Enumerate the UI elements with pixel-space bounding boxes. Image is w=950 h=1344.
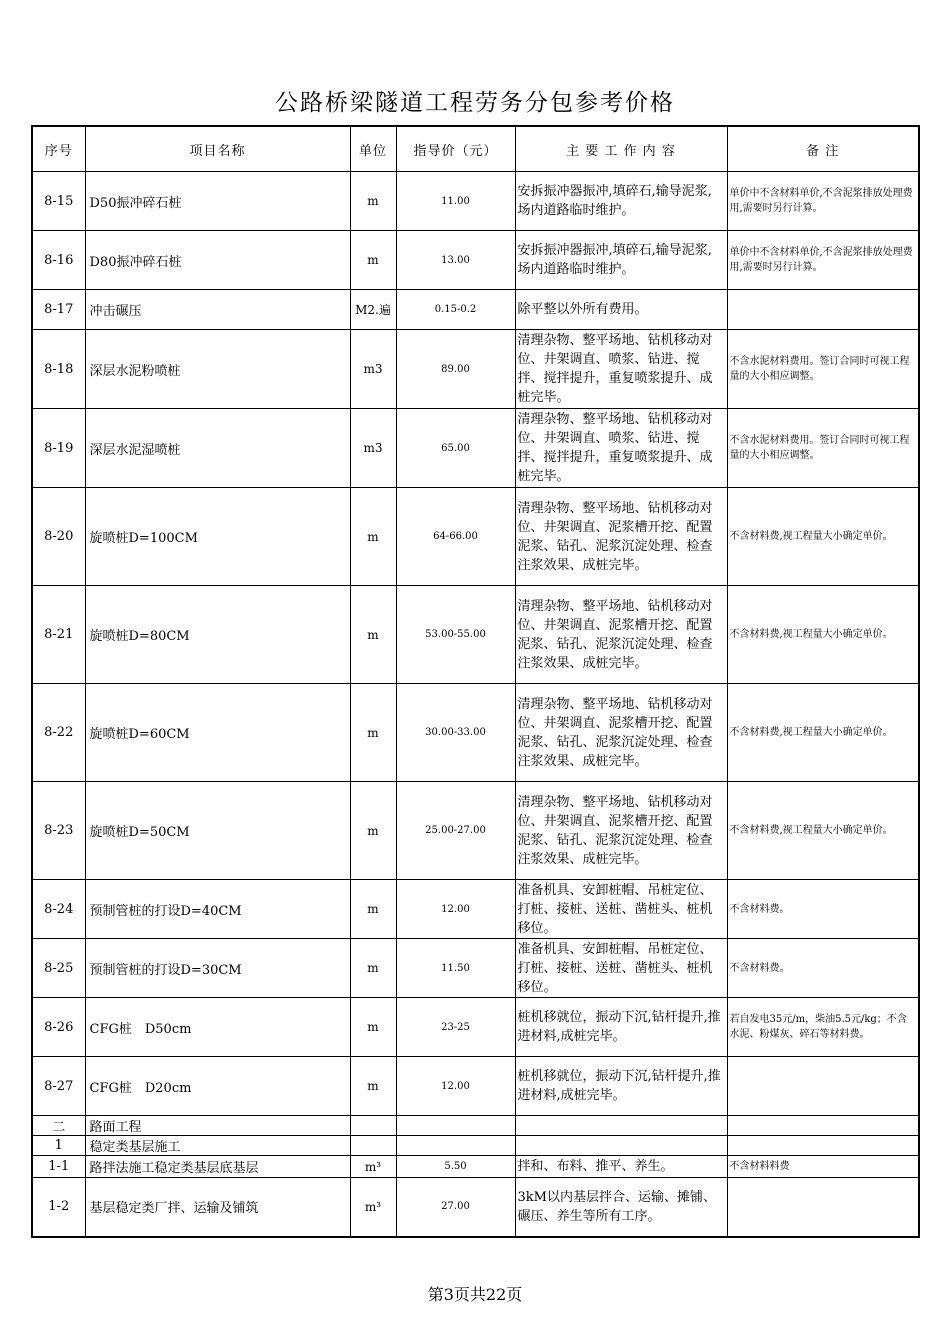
price-table bbox=[31, 125, 920, 1238]
cell-unit: m bbox=[350, 231, 396, 290]
cell-note bbox=[727, 1136, 919, 1156]
cell-price: 12.00 bbox=[396, 880, 515, 939]
cell-unit: m bbox=[350, 880, 396, 939]
cell-price: 13.00 bbox=[396, 231, 515, 290]
cell-name: 预制管桩的打设D=40CM bbox=[85, 880, 350, 939]
cell-price: 11.50 bbox=[396, 939, 515, 998]
table-row bbox=[32, 782, 919, 880]
cell-no: 8-21 bbox=[32, 586, 85, 684]
cell-price: 23-25 bbox=[396, 998, 515, 1057]
cell-no: 1-2 bbox=[32, 1178, 85, 1237]
cell-note: 不含材料费,视工程量大小确定单价。 bbox=[727, 488, 919, 586]
table-row bbox=[32, 1136, 919, 1156]
cell-name: 旋喷桩D=100CM bbox=[85, 488, 350, 586]
cell-work: 准备机具、安卸桩帽、吊桩定位、打桩、接桩、送桩、凿桩头、桩机移位。 bbox=[515, 939, 727, 998]
table-row bbox=[32, 1057, 919, 1116]
cell-name: 旋喷桩D=50CM bbox=[85, 782, 350, 880]
cell-name: CFG桩 D50cm bbox=[85, 998, 350, 1057]
cell-no: 8-15 bbox=[32, 172, 85, 231]
cell-note: 不含材料费。 bbox=[727, 880, 919, 939]
table-row bbox=[32, 939, 919, 998]
cell-no: 8-26 bbox=[32, 998, 85, 1057]
table-row bbox=[32, 880, 919, 939]
cell-note: 不含材料料费 bbox=[727, 1156, 919, 1178]
cell-name: 路面工程 bbox=[85, 1116, 350, 1136]
header-name: 项目名称 bbox=[85, 126, 350, 172]
cell-no: 8-20 bbox=[32, 488, 85, 586]
cell-work: 除平整以外所有费用。 bbox=[515, 290, 727, 330]
cell-unit: m bbox=[350, 586, 396, 684]
header-no: 序号 bbox=[32, 126, 85, 172]
cell-no: 1-1 bbox=[32, 1156, 85, 1178]
cell-no: 8-24 bbox=[32, 880, 85, 939]
cell-price: 64-66.00 bbox=[396, 488, 515, 586]
table-row bbox=[32, 172, 919, 231]
cell-name: 基层稳定类厂拌、运输及铺筑 bbox=[85, 1178, 350, 1237]
cell-work: 桩机移就位，振动下沉,钻杆提升,推进材料,成桩完毕。 bbox=[515, 1057, 727, 1116]
table-row bbox=[32, 290, 919, 330]
cell-name: 旋喷桩D=80CM bbox=[85, 586, 350, 684]
cell-note: 不含材料费,视工程量大小确定单价。 bbox=[727, 586, 919, 684]
cell-name: 深层水泥粉喷桩 bbox=[85, 330, 350, 409]
cell-name: 稳定类基层施工 bbox=[85, 1136, 350, 1156]
table-row bbox=[32, 231, 919, 290]
cell-note bbox=[727, 1057, 919, 1116]
cell-work bbox=[515, 1136, 727, 1156]
cell-no: 8-18 bbox=[32, 330, 85, 409]
cell-unit: m bbox=[350, 172, 396, 231]
table-row bbox=[32, 330, 919, 409]
cell-no: 8-16 bbox=[32, 231, 85, 290]
cell-note: 不含水泥材料费用。签订合同时可视工程量的大小相应调整。 bbox=[727, 330, 919, 409]
page-title: 公路桥梁隧道工程劳务分包参考价格 bbox=[275, 90, 675, 116]
cell-unit bbox=[350, 1136, 396, 1156]
cell-unit: m bbox=[350, 684, 396, 782]
cell-unit: M2.遍 bbox=[350, 290, 396, 330]
cell-work: 清理杂物、整平场地、钻机移动对位、井架调直、泥浆槽开挖、配置泥浆、钻孔、泥浆沉淀处理、检查注浆效果、成桩完毕。 bbox=[515, 586, 727, 684]
cell-price: 11.00 bbox=[396, 172, 515, 231]
header-unit: 单位 bbox=[350, 126, 396, 172]
cell-unit: m bbox=[350, 1057, 396, 1116]
cell-work: 准备机具、安卸桩帽、吊桩定位、打桩、接桩、送桩、凿桩头、桩机移位。 bbox=[515, 880, 727, 939]
cell-price: 89.00 bbox=[396, 330, 515, 409]
cell-unit: m bbox=[350, 782, 396, 880]
cell-work: 清理杂物、整平场地、钻机移动对位、井架调直、泥浆槽开挖、配置泥浆、钻孔、泥浆沉淀处理、检查注浆效果、成桩完毕。 bbox=[515, 782, 727, 880]
header-note: 备 注 bbox=[727, 126, 919, 172]
cell-note: 单价中不含材料单价,不含泥浆排放处理费用,需要时另行计算。 bbox=[727, 172, 919, 231]
cell-no: 8-17 bbox=[32, 290, 85, 330]
cell-name: 冲击碾压 bbox=[85, 290, 350, 330]
cell-work: 拌和、布料、推平、养生。 bbox=[515, 1156, 727, 1178]
cell-no: 8-22 bbox=[32, 684, 85, 782]
cell-price: 53.00-55.00 bbox=[396, 586, 515, 684]
cell-no: 8-25 bbox=[32, 939, 85, 998]
table-row bbox=[32, 998, 919, 1057]
cell-no: 8-23 bbox=[32, 782, 85, 880]
cell-work: 桩机移就位，振动下沉,钻杆提升,推进材料,成桩完毕。 bbox=[515, 998, 727, 1057]
cell-price: 5.50 bbox=[396, 1156, 515, 1178]
cell-unit: m bbox=[350, 998, 396, 1057]
cell-note bbox=[727, 1116, 919, 1136]
table-row bbox=[32, 1156, 919, 1178]
cell-price bbox=[396, 1136, 515, 1156]
table-row bbox=[32, 586, 919, 684]
cell-note: 单价中不含材料单价,不含泥浆排放处理费用,需要时另行计算。 bbox=[727, 231, 919, 290]
cell-unit: m³ bbox=[350, 1178, 396, 1237]
cell-work: 安拆振冲器振冲,填碎石,输导泥浆,场内道路临时维护。 bbox=[515, 172, 727, 231]
page-footer: 第3页共22页 bbox=[427, 1285, 523, 1304]
cell-work: 清理杂物、整平场地、钻机移动对位、井架调直、泥浆槽开挖、配置泥浆、钻孔、泥浆沉淀处理、检查注浆效果、成桩完毕。 bbox=[515, 488, 727, 586]
cell-work bbox=[515, 1116, 727, 1136]
cell-work: 清理杂物、整平场地、钻机移动对位、井架调直、泥浆槽开挖、配置泥浆、钻孔、泥浆沉淀处理、检查注浆效果、成桩完毕。 bbox=[515, 684, 727, 782]
cell-unit bbox=[350, 1116, 396, 1136]
header-price: 指导价（元） bbox=[396, 126, 515, 172]
cell-work: 清理杂物、整平场地、钻机移动对位、井架调直、喷浆、钻进、搅拌、搅拌提升，重复喷浆提升、成桩完毕。 bbox=[515, 330, 727, 409]
cell-unit: m bbox=[350, 939, 396, 998]
cell-price: 25.00-27.00 bbox=[396, 782, 515, 880]
cell-price: 30.00-33.00 bbox=[396, 684, 515, 782]
table-row bbox=[32, 488, 919, 586]
cell-note bbox=[727, 290, 919, 330]
cell-price bbox=[396, 1116, 515, 1136]
cell-name: 路拌法施工稳定类基层底基层 bbox=[85, 1156, 350, 1178]
cell-no: 1 bbox=[32, 1136, 85, 1156]
cell-unit: m bbox=[350, 488, 396, 586]
cell-note: 不含材料费,视工程量大小确定单价。 bbox=[727, 782, 919, 880]
header-work: 主 要 工 作 内 容 bbox=[515, 126, 727, 172]
cell-name: D80振冲碎石桩 bbox=[85, 231, 350, 290]
cell-note: 不含水泥材料费用。签订合同时可视工程量的大小相应调整。 bbox=[727, 409, 919, 488]
cell-name: D50振冲碎石桩 bbox=[85, 172, 350, 231]
cell-unit: m3 bbox=[350, 409, 396, 488]
table-row bbox=[32, 1116, 919, 1136]
cell-note bbox=[727, 1178, 919, 1237]
cell-no: 8-19 bbox=[32, 409, 85, 488]
cell-work: 3kM以内基层拌合、运输、摊铺、碾压、养生等所有工序。 bbox=[515, 1178, 727, 1237]
cell-name: 旋喷桩D=60CM bbox=[85, 684, 350, 782]
cell-price: 65.00 bbox=[396, 409, 515, 488]
cell-note: 若自发电35元/m，柴油5.5元/kg；不含水泥、粉煤灰、碎石等材料费。 bbox=[727, 998, 919, 1057]
table-row bbox=[32, 1178, 919, 1237]
table-row bbox=[32, 409, 919, 488]
cell-name: CFG桩 D20cm bbox=[85, 1057, 350, 1116]
cell-work: 安拆振冲器振冲,填碎石,输导泥浆,场内道路临时维护。 bbox=[515, 231, 727, 290]
cell-price: 0.15-0.2 bbox=[396, 290, 515, 330]
cell-no: 8-27 bbox=[32, 1057, 85, 1116]
cell-name: 深层水泥湿喷桩 bbox=[85, 409, 350, 488]
table-header-row bbox=[32, 126, 919, 172]
cell-no: 二 bbox=[32, 1116, 85, 1136]
cell-unit: m³ bbox=[350, 1156, 396, 1178]
cell-work: 清理杂物、整平场地、钻机移动对位、井架调直、喷浆、钻进、搅拌、搅拌提升，重复喷浆提升、成桩完毕。 bbox=[515, 409, 727, 488]
table-row bbox=[32, 684, 919, 782]
cell-note: 不含材料费,视工程量大小确定单价。 bbox=[727, 684, 919, 782]
cell-price: 27.00 bbox=[396, 1178, 515, 1237]
cell-price: 12.00 bbox=[396, 1057, 515, 1116]
cell-name: 预制管桩的打设D=30CM bbox=[85, 939, 350, 998]
cell-unit: m3 bbox=[350, 330, 396, 409]
cell-note: 不含材料费。 bbox=[727, 939, 919, 998]
